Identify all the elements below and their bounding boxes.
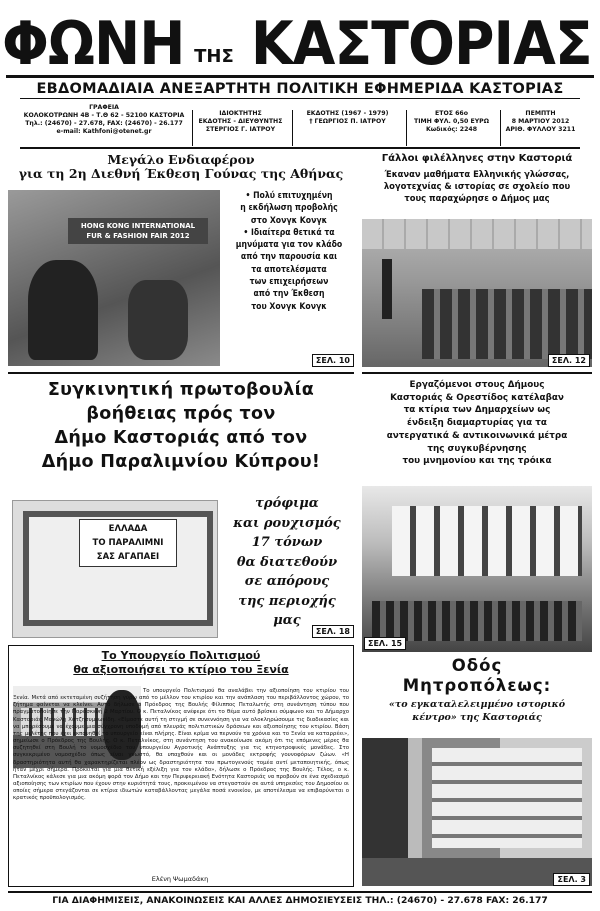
sign-line-3: ΣΑΣ ΑΓΑΠΑΕΙ xyxy=(96,552,160,562)
mitropoleos-title-line-1: Οδός xyxy=(451,656,503,675)
masthead-middle: ΤΗΣ xyxy=(194,46,234,67)
story-fur-bullets xyxy=(224,190,354,313)
bullet-line: του Χονγκ Κονγκ xyxy=(251,301,327,312)
xenia-title-line-1: Το Υπουργείο Πολιτισμού xyxy=(101,649,261,662)
offices-phone: Τηλ.: (24670) - 27.678, FAX: (24670) - 26.177 xyxy=(25,120,183,127)
bullet-line: των επιχειρήσεων xyxy=(249,277,329,288)
classroom-audience xyxy=(422,289,592,359)
story-french-subtitle-line-1: Έκαναν μαθήματα Ελληνικής γλώσσας, xyxy=(384,168,570,179)
owner-line-1: ΙΔΙΟΚΤΗΤΗΣ xyxy=(219,110,262,117)
publisher-line-2: † ΓΕΩΡΓΙΟΣ Π. ΙΑΤΡΟΥ xyxy=(309,118,386,125)
page-ref-15[interactable]: ΣΕΛ. 15 xyxy=(364,637,406,650)
tagline: ΕΒΔΟΜΑΔΙΑΙΑ ΑΝΕΞΑΡΤΗΤΗ ΠΟΛΙΤΙΚΗ ΕΦΗΜΕΡΙΔΑ ΚΑΣΤΟΡΙΑΣ xyxy=(20,81,580,99)
owner-line-2: ΕΚΔΟΤΗΣ - ΔΙΕΥΘΥΝΤΗΣ xyxy=(198,118,283,125)
story-french-subtitle-line-3: τους παραχώρησε ο Δήμος μας xyxy=(404,192,550,203)
headline-line-3: Δήμο Καστοριάς από τον xyxy=(54,428,308,448)
date-line-3: ΑΡΙΘ. ΦΥΛΛΟΥ 3211 xyxy=(505,126,576,133)
story-fur-title-line-1: Μεγάλο Ενδιαφέρον xyxy=(107,152,255,167)
fur-fair-banner-line-1: HONG KONG INTERNATIONAL xyxy=(80,222,196,230)
page-ref-12[interactable]: ΣΕΛ. 12 xyxy=(548,354,590,367)
offices-email[interactable]: e-mail: Kathfoni@otenet.gr xyxy=(56,128,152,135)
story-french-title: Γάλλοι φιλέλληνες στην Καστοριά xyxy=(381,153,573,164)
fur-fair-figure xyxy=(28,260,98,360)
story-workers-headline xyxy=(362,379,592,468)
story-xenia[interactable] xyxy=(8,645,354,887)
mitropoleos-title-line-2: Μητροπόλεως: xyxy=(402,676,552,695)
story-xenia-body: Το υπουργείο Πολιτισμού θα αναλάβει την αξιοποίηση του κτιρίου του Ξενία. Μετά από εκτεταμένη συζήτηση γύρω από το μέλλον του κτιρίου και την ανάπλαση του περιβάλλοντος χώρου, το ζήτημα φαίνεται να κλείνει. Αυτό δήλωσε ο Πρόεδρος της Βουλής Φίλιππος Πεταλωτής στη συνάντηση τύπου που πραγματοποίησε την Παρασκευή 2 Μαρτίου. Ο κ. Πεταλνίκος ανέφερε ότι το θέμα αυτό βρίσκει σύμφωνο και το Δήμαρχο Καστοριάς Μανώλη Χατζησυμεωνίδη. «Είμαστε αυτή τη στιγμή σε συνεννόηση για να ολοκληρώσουμε τις διαδικασίες και να μπορέσουμε να έχουμε μια σύγχρονη υποδομή από πλευράς πολιτιστικών δράσεων και αξιοποίησης του κτιρίου. Βάση της μελέτης που έχει εκπονηθεί το υπουργείο είναι πλήρης. Είναι κρίμα να περνούν τα χρόνια και το Ξενία να καταρρέει», σημείωσε ο Πρόεδρος της Βουλής. Ο κ. Πεταλνίκος, στη συνάντηση του ανακοίνωσε ακόμη ότι τις επόμενες μέρες θα συζητηθεί στη Βουλή το νομοσχέδιο του υπουργείου Αγροτικής Ανάπτυξης για τις κτηνοτροφικές μονάδες. Στο συγκεκριμένο νομοσχέδιο όπως είναι γνωστό, θα υπαχθούν και οι μονάδες εκτροφής γουνοφόρων ζώων. «Η δραστηριότητα αυτή θα χαρακτηρίζεται πλέον ως δραστηριότητα του πρωτογενούς τομέα αντί μεταποιητικής, όπως ήταν μέχρι σήμερα. Πρόκειται για μια θετική εξέλιξη για τον κλάδο», δήλωσε ο Πρόεδρος της Βουλής. Τέλος, ο κ. Πεταλνίκος κάλεσε για μια ακόμη φορά τον Δήμο και την Περιφερειακή Ενότητα Καστοριάς να προβούν σε ένα σχεδιασμό αξιοποίησης των κτιρίων που έχουν στην κυριότητά τους, προκειμένου να στεγαστούν σε αυτά υπηρεσίες του Δημοσίου οι οποίες σήμερα στεγάζονται σε κτίρια ιδιωτών καταβάλλοντας μεγάλα ποσά ενοικίου, με αποτέλεσμα να επιβαρύνεται ο κρατικός προϋπολογισμός. xyxy=(13,688,349,802)
side-line-2: και ρουχισμός xyxy=(233,515,341,531)
story-fur-fair[interactable] xyxy=(8,153,354,369)
story-fur-title xyxy=(8,153,354,182)
side-line-3: 17 τόνων xyxy=(251,535,323,550)
side-line-4: θα διατεθούν xyxy=(236,554,338,570)
owner-line-3: ΣΤΕΡΓΙΟΣ Γ. ΙΑΤΡΟΥ xyxy=(205,126,276,133)
sign-text xyxy=(79,519,177,567)
headline-line-2: βοήθειας πρός τον xyxy=(86,404,276,424)
year-line-2: ΤΙΜΗ ΦΥΛ. 0,50 ΕΥΡΩ xyxy=(414,118,489,125)
page-ref-10[interactable]: ΣΕΛ. 10 xyxy=(312,354,354,367)
mitropoleos-subtitle-line-1: «το εγκαταλελειμμένο ιστορικό xyxy=(388,699,566,710)
bullet-line: μηνύματα για τον κλάδο xyxy=(235,240,343,251)
classroom-speaker xyxy=(382,259,392,319)
owner-block xyxy=(192,110,288,146)
story-mitropoleos-title xyxy=(362,656,592,696)
side-line-5: σε απόρους xyxy=(244,574,330,589)
bullet-line: τα αποτελέσματα xyxy=(251,264,327,275)
info-bar xyxy=(20,101,580,149)
date-line-2: 8 ΜΑΡΤΙΟΥ 2012 xyxy=(511,118,570,125)
masthead xyxy=(1,2,594,79)
story-fur-title-line-2: για τη 2η Διεθνή Έκθεση Γούνας της Αθήνας xyxy=(18,166,344,182)
story-mitropoleos-subtitle xyxy=(362,699,592,724)
fur-fair-banner xyxy=(68,218,208,244)
side-line-1: τρόφιμα xyxy=(255,496,319,511)
classroom-ceiling xyxy=(362,219,592,249)
side-line-7: μας xyxy=(273,613,301,628)
sign-line-2: ΤΟ ΠΑΡΑΛΙΜΝΙ xyxy=(92,538,164,548)
townhall-photo xyxy=(362,486,592,652)
workers-line-6: της συγκυβέρνησης xyxy=(427,443,527,454)
workers-line-4: ένδειξη διαμαρτυρίας για τα xyxy=(407,418,547,429)
fur-fair-banner-line-2: FUR & FASHION FAIR 2012 xyxy=(86,232,190,240)
xenia-title-line-2: θα αξιοποιήσει το κτίριο του Ξενία xyxy=(73,663,289,676)
workers-line-1: Εργαζόμενοι στους Δήμους xyxy=(409,380,545,390)
year-line-1: ΕΤΟΣ 66ο xyxy=(435,110,468,117)
side-line-6: της περιοχής xyxy=(238,593,336,609)
masthead-left: ΦΩΝΗ xyxy=(1,9,185,79)
footer-advert-line: ΓΙΑ ΔΙΑΦΗΜΙΣΕΙΣ, ΑΝΑΚΟΙΝΩΣΕΙΣ ΚΑΙ ΑΛΛΕΣ ΔΗΜΟΣΙΕΥΣΕΙΣ ΤΗΛ.: (24670) - 27.678 FAX: 26.177 xyxy=(8,891,592,909)
bullet-line: • Ιδιαίτερα θετικά τα xyxy=(243,227,335,238)
sign-line-1: ΕΛΛΑΔΑ xyxy=(108,524,148,534)
page-ref-18[interactable]: ΣΕΛ. 18 xyxy=(312,625,354,638)
street-photo xyxy=(362,738,592,886)
bullet-line: από την παρουσία και xyxy=(240,252,338,263)
offices-address: ΚΟΛΟΚΟΤΡΩΝΗ 4Β - Τ.Θ 62 - 52100 ΚΑΣΤΟΡΙΑ xyxy=(23,112,185,119)
townhall-facade xyxy=(392,506,582,576)
classroom-photo xyxy=(362,219,592,367)
story-paralimni-headline xyxy=(8,378,354,474)
story-workers[interactable] xyxy=(362,372,592,652)
townhall-crowd xyxy=(372,601,582,641)
offices-block xyxy=(20,104,188,136)
publisher-line-1: ΕΚΔΟΤΗΣ (1967 - 1979) xyxy=(306,110,389,117)
publisher-block xyxy=(292,110,402,146)
bullet-line: • Πολύ επιτυχημένη xyxy=(245,191,333,201)
masthead-right: ΚΑΣΤΟΡΙΑΣ xyxy=(250,9,592,79)
date-line-1: ΠΕΜΠΤΗ xyxy=(525,110,556,117)
headline-line-4: Δήμο Παραλιμνίου Κύπρου! xyxy=(41,452,321,472)
story-paralimni-side xyxy=(220,494,354,631)
fur-fair-photo xyxy=(8,190,220,366)
story-french[interactable] xyxy=(362,153,592,369)
story-paralimni[interactable] xyxy=(8,372,354,640)
street-buildings xyxy=(432,748,582,848)
headline-line-1: Συγκινητική πρωτοβουλία xyxy=(47,380,315,400)
workers-line-7: του μνημονίου και της τρόικα xyxy=(402,456,552,467)
story-mitropoleos[interactable] xyxy=(362,656,592,888)
workers-line-2: Καστοριάς & Ορεστίδος κατέλαβαν xyxy=(390,392,564,403)
bullet-line: η εκδήλωση προβολής xyxy=(240,203,338,214)
sign-photo xyxy=(12,500,218,638)
story-french-subtitle-line-2: λογοτεχνίας & ιστορίας σε σχολείο που xyxy=(383,180,571,191)
bullet-line: στο Χονγκ Κονγκ xyxy=(250,215,328,226)
story-xenia-author: Ελένη Ψωμαδάκη xyxy=(151,875,209,883)
fur-fair-figure xyxy=(128,280,188,360)
year-line-3: Κωδικός: 2248 xyxy=(426,126,477,133)
page-ref-3[interactable]: ΣΕΛ. 3 xyxy=(553,873,590,886)
bullet-line: από την Έκθεση xyxy=(253,289,325,300)
story-french-subtitle xyxy=(362,168,592,204)
workers-line-3: τα κτίρια των Δημαρχείων ως xyxy=(403,405,551,416)
workers-line-5: αντεργατικά & αντικοινωνικά μέτρα xyxy=(386,430,568,441)
offices-title: ΓΡΑΦΕΙΑ xyxy=(89,104,119,111)
date-block xyxy=(500,110,580,146)
year-block xyxy=(406,110,496,146)
story-xenia-title xyxy=(9,649,353,677)
mitropoleos-subtitle-line-2: κέντρο» της Καστοριάς xyxy=(412,711,542,723)
